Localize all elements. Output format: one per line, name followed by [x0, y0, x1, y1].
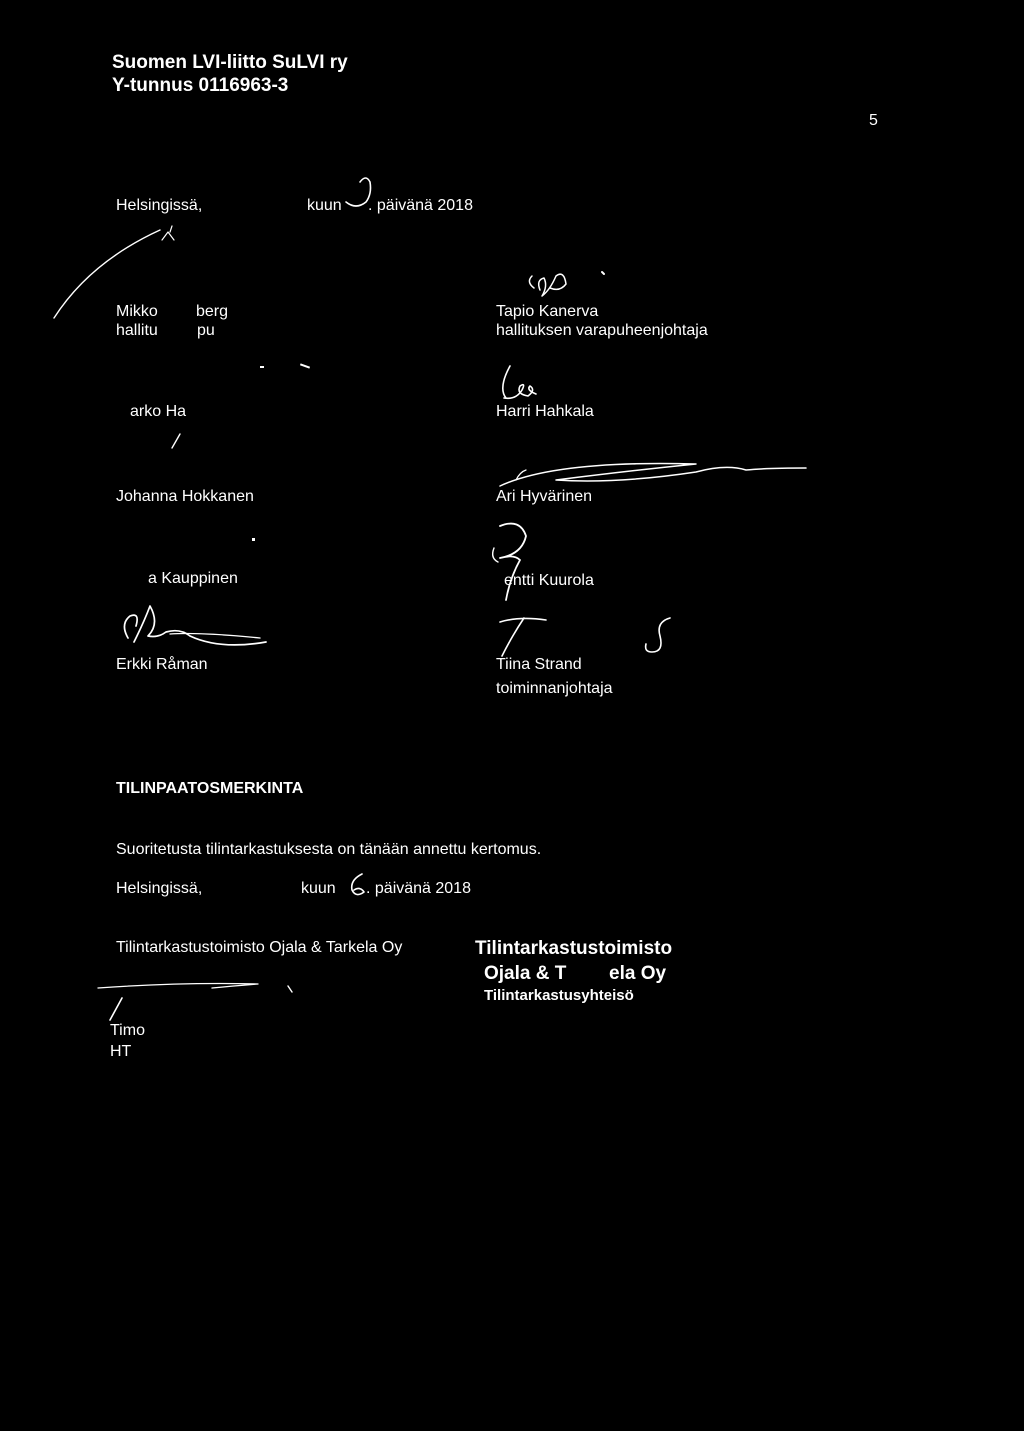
organization-name: Suomen LVI-liitto SuLVI ry [112, 52, 348, 73]
signature-erkki-raman [110, 602, 280, 662]
date-place: Helsingissä, [116, 197, 203, 214]
signature-pentti-kuurola [470, 518, 560, 608]
signatory-2-name: Tapio Kanerva [496, 303, 599, 320]
stamp-line-1: Tilintarkastustoimisto [475, 938, 673, 959]
ink-mark [260, 366, 264, 368]
audit-firm: Tilintarkastustoimisto Ojala & Tarkela Oy [116, 939, 403, 956]
signature-mikko [50, 222, 180, 322]
auditor-title: HT [110, 1043, 132, 1060]
signature-ari-hyvarinen [496, 450, 816, 490]
auditor-name: Timo [110, 1022, 145, 1039]
signatory-7-name: a Kauppinen [148, 570, 238, 587]
signatory-2-role: hallituksen varapuheenjohtaja [496, 322, 708, 339]
date-kuun: kuun [307, 197, 342, 214]
page-number: 5 [869, 112, 878, 129]
signatory-5-name: Johanna Hokkanen [116, 488, 254, 505]
ink-mark [168, 428, 188, 452]
signatory-1-role: hallitu [116, 322, 158, 339]
signatory-6-name: Ari Hyvärinen [496, 488, 593, 505]
stamp-line-3: Tilintarkastusyhteisö [484, 987, 634, 1004]
audit-date-kuun: kuun [301, 880, 336, 897]
signatory-8-name: entti Kuurola [504, 572, 594, 589]
stamp-line-2: Ojala & T [484, 963, 567, 984]
signatory-3-name: arko Ha [130, 403, 187, 420]
business-id: Y-tunnus 0116963-3 [112, 75, 289, 96]
audit-statement: Suoritetusta tilintarkastuksesta on tänään annettu kertomus. [116, 841, 542, 858]
audit-heading: TILINPAATOSMERKINTA [116, 780, 304, 797]
signature-tiina-strand [490, 612, 680, 662]
handwritten-day-mark [340, 174, 380, 214]
signatory-4-name: Harri Hahkala [496, 403, 594, 420]
signatory-1-name-part: berg [196, 303, 229, 320]
signature-timo [92, 980, 302, 1026]
ink-mark [300, 363, 310, 368]
audit-date-place: Helsingissä, [116, 880, 203, 897]
date-rest: . päivänä 2018 [368, 197, 473, 214]
signatory-9-name: Erkki Råman [116, 656, 208, 673]
signatory-10-role: toiminnanjohtaja [496, 680, 613, 697]
stamp-line-2b: ela Oy [609, 963, 667, 984]
audit-date-rest: . päivänä 2018 [366, 880, 471, 897]
signature-harri-hahkala [496, 360, 556, 406]
signatory-1-role-part: pu [197, 322, 215, 339]
ink-mark [252, 538, 255, 541]
signatory-1-name: Mikko [116, 303, 158, 320]
signatory-10-name: Tiina Strand [496, 656, 582, 673]
